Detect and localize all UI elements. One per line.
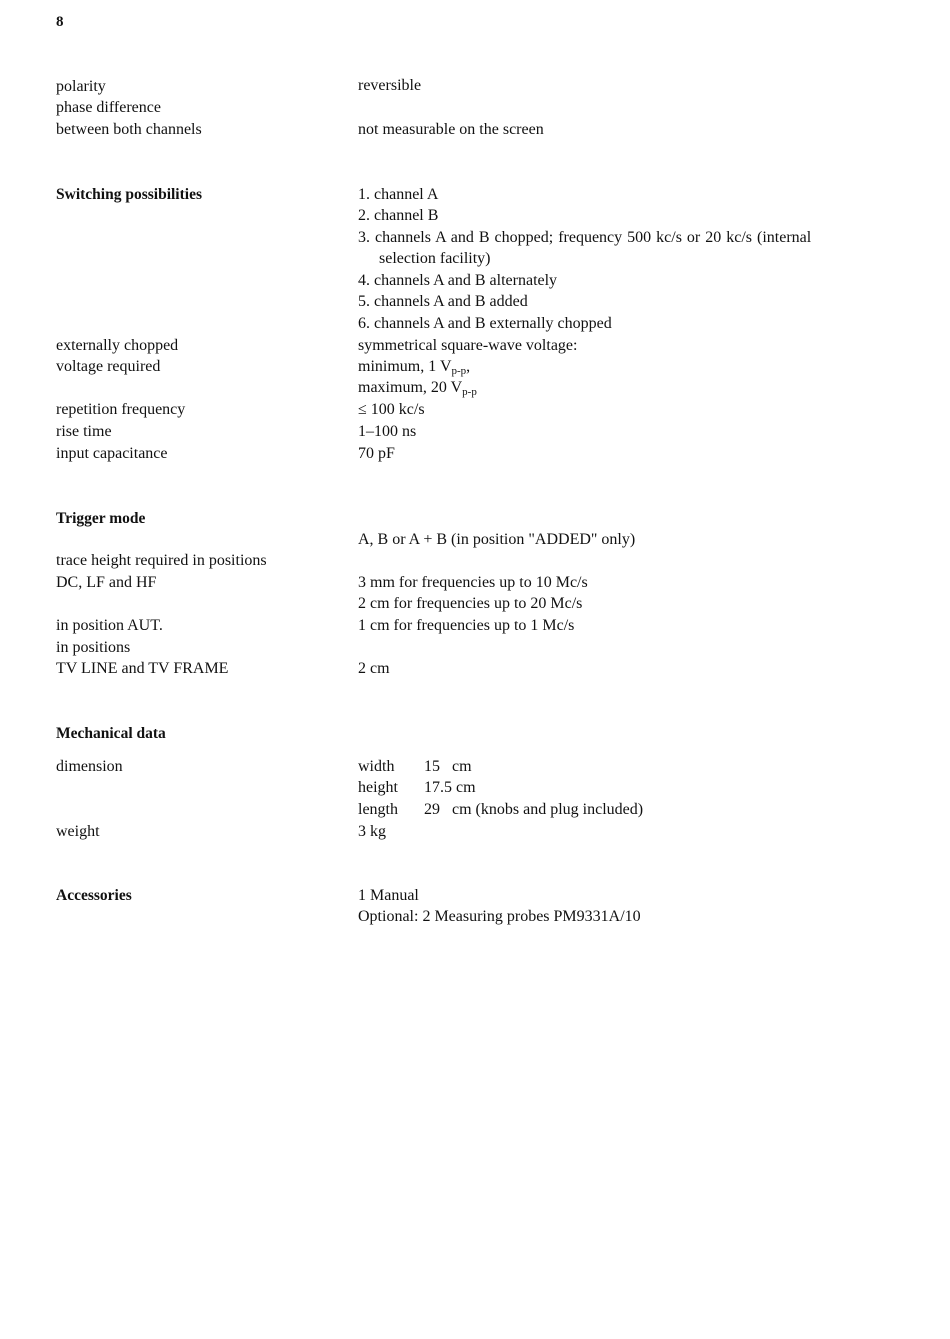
polarity-value: reversible	[358, 77, 422, 94]
weight-label: weight	[56, 823, 100, 840]
input-cap-label: input capacitance	[56, 445, 168, 462]
weight-value: 3 kg	[358, 823, 386, 840]
aut-label: in position AUT.	[56, 617, 163, 634]
page-number: 8	[56, 14, 64, 30]
polarity-label: polarity	[56, 78, 106, 95]
accessory-item: 1 Manual	[358, 887, 419, 904]
accessories-heading: Accessories	[56, 887, 132, 904]
length-name: length	[358, 801, 398, 818]
phase-label-line2: between both channels	[56, 121, 202, 138]
phase-value: not measurable on the screen	[358, 121, 544, 138]
input-cap-value: 70 pF	[358, 445, 395, 462]
trace-label-line2: DC, LF and HF	[56, 574, 157, 591]
dimension-label: dimension	[56, 758, 123, 775]
mechanical-heading: Mechanical data	[56, 725, 166, 742]
switching-item: 5. channels A and B added	[358, 293, 528, 310]
rep-freq-label: repetition frequency	[56, 401, 186, 418]
aut-value: 1 cm for frequencies up to 1 Mc/s	[358, 617, 575, 634]
width-name: width	[358, 758, 395, 775]
voltage-maximum: maximum, 20 $V_{p-p}$	[358, 379, 477, 398]
tv-label-line1: in positions	[56, 639, 131, 656]
trigger-mode-value: A, B or A + B (in position "ADDED" only)	[358, 531, 636, 548]
tv-label-line2: TV LINE and TV FRAME	[56, 660, 229, 677]
rise-time-value: 1–100 ns	[358, 423, 417, 440]
tv-value: 2 cm	[358, 660, 390, 677]
switching-item: 3. channels A and B chopped; frequency 500 kc/s or 20 kc/s (internal	[358, 229, 812, 246]
switching-heading: Switching possibilities	[56, 186, 202, 203]
phase-label-line1: phase difference	[56, 99, 161, 116]
width-value: 15 cm	[424, 758, 472, 775]
trace-label-line1: trace height required in positions	[56, 552, 267, 569]
trigger-heading: Trigger mode	[56, 510, 146, 527]
ext-chopped-label: externally chopped	[56, 337, 179, 354]
height-value: 17.5 cm	[424, 779, 476, 796]
switching-item-continuation: selection facility)	[379, 250, 491, 267]
rise-time-label: rise time	[56, 423, 112, 440]
voltage-value-line1: symmetrical square-wave voltage:	[358, 337, 578, 354]
height-name: height	[358, 779, 398, 796]
switching-item: 4. channels A and B alternately	[358, 272, 558, 289]
switching-item: 1. channel A	[358, 186, 439, 203]
switching-item: 2. channel B	[358, 207, 439, 224]
trace-value-line1: 3 mm for frequencies up to 10 Mc/s	[358, 574, 588, 591]
voltage-label: voltage required	[56, 358, 161, 375]
switching-item: 6. channels A and B externally chopped	[358, 315, 612, 332]
voltage-minimum: minimum, 1 $V_{p-p}$,	[358, 358, 471, 377]
trace-value-line2: 2 cm for frequencies up to 20 Mc/s	[358, 595, 583, 612]
rep-freq-value: ≤ 100 kc/s	[358, 401, 425, 418]
accessory-item: Optional: 2 Measuring probes PM9331A/10	[358, 908, 641, 925]
length-value: 29 cm (knobs and plug included)	[424, 801, 644, 818]
